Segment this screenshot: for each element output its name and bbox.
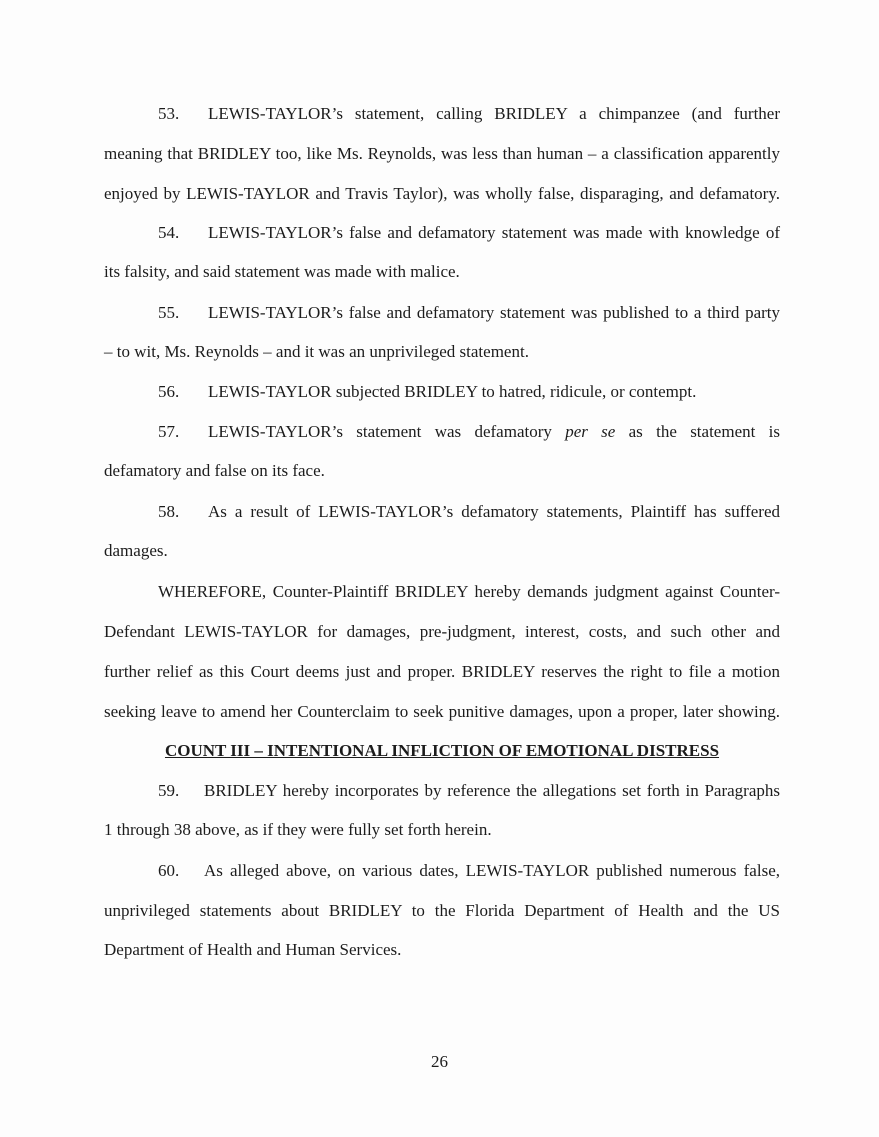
paragraph-number: 58.	[158, 502, 180, 521]
page-number: 26	[431, 1052, 448, 1071]
paragraph-56-line-1	[158, 381, 780, 403]
paragraph-number: 55.	[158, 303, 180, 322]
paragraph-54-line-2: its falsity, and said statement was made with malice.	[104, 262, 460, 281]
wherefore-line-3: further relief as this Court deems just and proper. BRIDLEY reserves the right to file a motion	[104, 662, 780, 681]
paragraph-text: LEWIS-TAYLOR’s statement was defamatory	[208, 422, 552, 441]
paragraph-60-line-1	[158, 860, 780, 882]
paragraph-text: LEWIS-TAYLOR subjected BRIDLEY to hatred, ridicule, or contempt.	[208, 382, 697, 401]
paragraph-number: 53.	[158, 104, 180, 123]
paragraph-number: 56.	[158, 382, 180, 401]
paragraph-53-line-3: enjoyed by LEWIS-TAYLOR and Travis Taylor), was wholly false, disparaging, and defamatory.	[104, 184, 780, 203]
paragraph-text: As alleged above, on various dates, LEWIS-TAYLOR published numerous false,	[204, 861, 780, 880]
wherefore-line-2: Defendant LEWIS-TAYLOR for damages, pre-judgment, interest, costs, and such other and	[104, 622, 780, 641]
paragraph-text: LEWIS-TAYLOR’s false and defamatory statement was published to a third party	[208, 303, 780, 322]
paragraph-54-line-1	[158, 222, 780, 244]
paragraph-text: BRIDLEY hereby incorporates by reference the allegations set forth in Paragraphs	[204, 781, 780, 800]
paragraph-text: As a result of LEWIS-TAYLOR’s defamatory statements, Plaintiff has suffered	[208, 502, 780, 521]
paragraph-58-line-1	[158, 501, 780, 523]
italic-text: per se	[565, 422, 616, 441]
paragraph-60-line-3: Department of Health and Human Services.	[104, 940, 402, 959]
wherefore-line-1: WHEREFORE, Counter-Plaintiff BRIDLEY hereby demands judgment against Counter-	[158, 582, 780, 601]
paragraph-57-line-2: defamatory and false on its face.	[104, 461, 325, 480]
paragraph-53-line-2: meaning that BRIDLEY too, like Ms. Reynolds, was less than human – a classification apparently	[104, 144, 780, 163]
paragraph-53-line-1	[158, 103, 780, 125]
paragraph-59-line-1	[158, 780, 780, 802]
paragraph-57-line-1	[158, 421, 780, 443]
paragraph-number: 57.	[158, 422, 180, 441]
paragraph-number: 60.	[158, 861, 180, 880]
paragraph-number: 59.	[158, 781, 180, 800]
paragraph-55-line-2: – to wit, Ms. Reynolds – and it was an unprivileged statement.	[104, 342, 529, 361]
paragraph-60-line-2: unprivileged statements about BRIDLEY to the Florida Department of Health and the US	[104, 901, 780, 920]
paragraph-text: as the statement is	[628, 422, 780, 441]
paragraph-text: LEWIS-TAYLOR’s statement, calling BRIDLEY a chimpanzee (and further	[208, 104, 780, 123]
wherefore-line-4: seeking leave to amend her Counterclaim to seek punitive damages, upon a proper, later showing.	[104, 702, 780, 721]
paragraph-number: 54.	[158, 223, 180, 242]
count-heading: COUNT III – INTENTIONAL INFLICTION OF EMOTIONAL DISTRESS	[164, 741, 720, 760]
paragraph-text: LEWIS-TAYLOR’s false and defamatory statement was made with knowledge of	[208, 223, 780, 242]
paragraph-55-line-1	[158, 302, 780, 324]
paragraph-58-line-2: damages.	[104, 541, 168, 560]
paragraph-59-line-2: 1 through 38 above, as if they were fully set forth herein.	[104, 820, 492, 839]
